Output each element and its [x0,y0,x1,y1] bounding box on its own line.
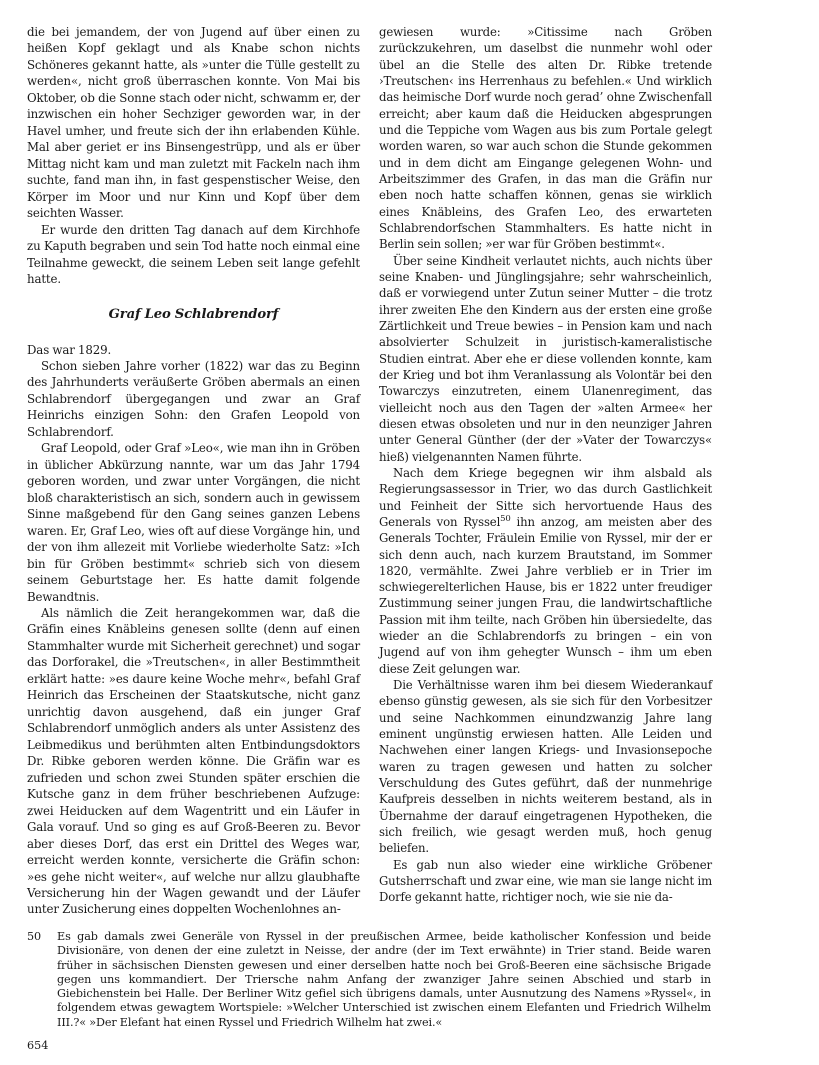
paragraph: die bei jemandem, der von Jugend auf über einen zu heißen Kopf geklagt und als Knabe schon nichts Schöneres gekannt hatte, als »unter die Tülle gestellt zu werden«, nicht groß überraschen konnte. Von Mai bis Oktober, ob die Sonne stach oder nicht, schwamm er, der inzwischen ein hoher Sechziger geworden war, in der Havel umher, und freute sich der ihn erlabenden Kühle. Mal aber geriet er ins Binsengestrüpp, und als er über Mittag nicht kam und man zuletzt mit Fackeln nach ihm suchte, fand man ihn, in fast gespenstischer Weise, den Körper im Moor und nur Kinn und Kopf über dem seichten Wasser. [27,25,360,221]
paragraph: Das war 1829. [27,342,112,357]
page-number: 654 [27,1039,49,1052]
paragraph: Graf Leopold, oder Graf »Leo«, wie man ihn in Gröben in üblicher Abkürzung nannte, war um das Jahr 1794 geboren worden, und zwar unter Vorgängen, die nicht bloß charakteristisch an sich, sondern auch in gewissem Sinne maßgebend für den Gang seines ganzen Lebens waren. Er, Graf Leo, wies oft auf diese Vorgänge hin, und der von ihm allezeit mit Vorliebe wiederholte Satz: »Ich bin für Gröben bestimmt« schrieb sich von diesem seinem Geburtstage her. Es hatte damit folgende Bewandtnis. [27,441,360,604]
paragraph: Er wurde den dritten Tag danach auf dem Kirchhofe zu Kaputh begraben und sein Tod hatte noch einmal eine Teilnahme geweckt, die seinem Leben seit lange gefehlt hatte. [27,222,360,287]
footnote-number: 50 [27,930,42,943]
paragraph: Als nämlich die Zeit herangekommen war, daß die Gräfin eines Knäbleins genesen sollte (denn auf einen Stammhalter wurde mit Sicherheit gerechnet) und sogar das Dorforakel, die »Treutschen«, in aller Bestimmtheit erklärt hatte: »es daure keine Woche mehr«, befahl Graf Heinrich das Erscheinen der Staatskutsche, nicht ganz unrichtig davon ausgehend, daß ein junger Graf Schlabrendorf unmöglich anders als unter Assistenz des Leibmedikus und berühmten alten Entbindungsdoktors Dr. Ribke geboren werden könne. Die Gräfin war es zufrieden und schon zwei Stunden später erschien die Kutsche ganz in dem früher beschriebenen Aufzuge: zwei Heiducken auf dem Wagentritt und ein Läufer in Gala vorauf. Und so ging es auf Groß-Beeren zu. Bevor aber dieses Dorf, das erst ein Drittel des Weges war, erreicht werden konnte, versicherte die Gräfin schon: »es gehe nicht weiter«, auf welche nur allzu glaubhafte Versicherung hin der Wagen gewandt und der Läufer unter Zusicherung eines doppelten Wochenlohnes an- [27,606,360,917]
paragraph-text: ihn anzog, am meisten aber des Generals Tochter, Fräulein Emilie von Ryssel, mir der er sich denn auch, nach kurzem Brautstand, im Sommer 1820, vermählte. Zwei Jahre verblieb er in Trier im schwiegerelterlichen Hause, bis er 1822 unter freudiger Zustimmung seiner jungen Frau, die landwirtschaftliche Passion mit ihm teilte, nach Gröben hin übersiedelte, das wieder an die Schlabrendorfs zu bringen – ein von Jugend auf von ihm gehegter Wunsch – ihm um eben diese Zeit gelungen war. [379,514,712,676]
paragraph: gewiesen wurde: »Citissime nach Gröben zurückzukehren, um daselbst die nunmehr wohl oder übel an die Stelle des alten Dr. Ribke tretende ›Treutschen‹ ins Herrenhaus zu befehlen.« Und wirklich das heimische Dorf wurde noch gerad’ ohne Zwischenfall erreicht; aber kaum daß die Heiducken abgesprungen und die Teppiche vom Wagen aus bis zum Portale gelegt worden waren, so war auch schon die Stunde gekommen und in dem dicht am Eingange gelegenen Wohn- und Arbeitszimmer des Grafen, in das man die Gräfin nur eben noch hatte schaffen können, genas sie wirklich eines Knäbleins, des Grafen Leo, des erwarteten Schlabrendorfschen Stammhalters. Es hatte nicht in Berlin sein sollen; »er war für Gröben bestimmt«. [379,25,712,252]
left-text-column [27,24,360,918]
right-text-column [379,24,712,906]
section-heading: Graf Leo Schlabrendorf [108,306,279,322]
paragraph [379,465,712,677]
footnote-reference[interactable]: 50 [500,513,511,524]
paragraph: Über seine Kindheit verlautet nichts, auch nichts über seine Knaben- und Jünglingsjahre; sehr wahrscheinlich, daß er vorwiegend unter Zutun seiner Mutter – die trotz ihrer zweiten Ehe den Kindern aus der ersten eine große Zärtlichkeit und Treue bewies – in Pension kam und nach absolvierter Schulzeit in juristisch-kameralistische Studien eintrat. Aber ehe er diese vollenden konnte, kam der Krieg und bot ihm Veranlassung als Volontär bei den Towarczys einzutreten, einem Ulanenregiment, das vielleicht noch aus den Tagen der »alten Armee« her diesen etwas obsoleten und nur in den neunziger Jahren unter General Günther (der der »Vater der Towarczys« hieß) vielgenannten Namen führte. [379,253,712,464]
paragraph: Die Verhältnisse waren ihm bei diesem Wiederankauf ebenso günstig gewesen, als sie sich für den Vorbesitzer und seine Nachkommen einundzwanzig Jahre lang eminent ungünstig erwiesen hatten. Alle Leiden und Nachwehen einer langen Kriegs- und Invasionsepoche waren zu tragen gewesen und hatten zu solcher Verschuldung des Gutes geführt, daß der nunmehrige Kaufpreis desselben in nichts weiterem bestand, als in Übernahme der darauf eingetragenen Hypotheken, die sich freilich, wie gesagt werden muß, hoch genug beliefen. [379,678,712,856]
paragraph-text: Nach dem Kriege begegnen wir ihm alsbald als Regierungsassessor in Trier, wo das durch Gastlichkeit und Feinheit der Sitte sich hervortuende Haus des Generals von Ryssel [379,465,712,529]
footnote [27,930,711,1030]
paragraph: Es gab nun also wieder eine wirkliche Gröbener Gutsherrschaft und zwar eine, wie man sie lange nicht im Dorfe gekannt hatte, richtiger noch, wie sie nie da- [379,857,712,905]
paragraph: Schon sieben Jahre vorher (1822) war das zu Beginn des Jahrhunderts veräußerte Gröben abermals an einen Schlabrendorf übergegangen und zwar an Graf Heinrichs einzigen Sohn: den Grafen Leopold von Schlabrendorf. [27,358,360,439]
footnote-text: Es gab damals zwei Generäle von Ryssel in der preußischen Armee, beide katholischer Konfession und beide Divisionäre, von denen der eine zuletzt in Neisse, der andre (der im Text erwähnte) in Trier stand. Beide waren früher in sächsischen Diensten gewesen und einer derselben hatte noch bei Groß-Beeren eine sächsische Brigade gegen uns kommandiert. Der Triersche nahm Anfang der zwanziger Jahre seinen Abschied und starb in Giebichenstein bei Halle. Der Berliner Witz gefiel sich übrigens damals, unter Ausnutzung des Namens »Ryssel«, in folgendem etwas gewagtem Wortspiele: »Welcher Unterschied ist zwischen einem Elefanten und Friedrich Wilhelm III.?« »Der Elefant hat einen Ryssel und Friedrich Wilhelm hat zwei.« [57,930,711,1029]
